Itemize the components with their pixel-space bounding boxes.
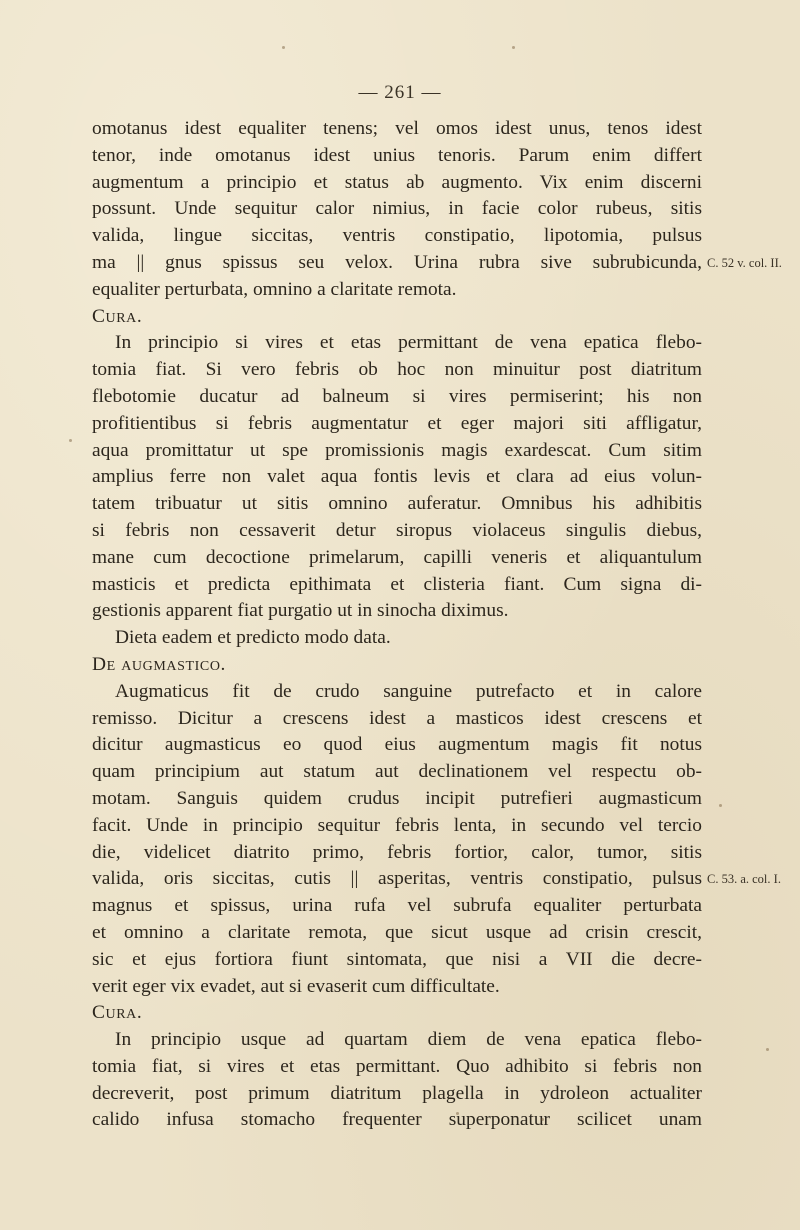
text-line: aqua promittatur ut spe promissionis magis exardescat. Cum sitim xyxy=(92,439,702,461)
text-line: gestionis apparent fiat purgatio ut in sinocha diximus. xyxy=(92,600,509,622)
text-line: remisso. Dicitur a crescens idest a masticos idest crescens et xyxy=(92,707,702,729)
text-block xyxy=(92,116,702,1134)
text-line: masticis et predicta epithimata et clisteria fiant. Cum signa di- xyxy=(92,573,702,595)
paper-speck xyxy=(766,1048,769,1051)
text-line: die, videlicet diatrito primo, febris fortior, calor, tumor, sitis xyxy=(92,841,702,863)
text-line: dicitur augmasticus eo quod eius augmentum magis fit notus xyxy=(92,734,702,756)
text-line: magnus et spissus, urina rufa vel subrufa equaliter perturbata xyxy=(92,895,702,917)
text-line: flebotomie ducatur ad balneum si vires permiserint; his non xyxy=(92,385,702,407)
text-line: valida, oris siccitas, cutis || asperitas, ventris constipatio, pulsus xyxy=(92,868,702,890)
paper-speck xyxy=(719,804,722,807)
text-line: tomia fiat, si vires et etas permittant. Quo adhibito si febris non xyxy=(92,1055,702,1077)
text-line: calido infusa stomacho frequenter superponatur scilicet unam xyxy=(92,1109,702,1131)
text-line: sic et ejus fortiora fiunt sintomata, que nisi a VII die decre- xyxy=(92,948,702,970)
text-line: In principio si vires et etas permittant de vena epatica flebo- xyxy=(115,332,702,354)
text-line: In principio usque ad quartam diem de vena epatica flebo- xyxy=(115,1029,702,1051)
section-heading: Cura. xyxy=(92,1002,143,1024)
text-line: quam principium aut statum aut declinationem vel respectu ob- xyxy=(92,761,702,783)
text-line: Augmaticus fit de crudo sanguine putrefacto et in calore xyxy=(115,680,702,702)
text-line: tenor, inde omotanus idest unius tenoris. Parum enim differt xyxy=(92,144,702,166)
text-line: motam. Sanguis quidem crudus incipit putrefieri augmasticum xyxy=(92,787,702,809)
page-number: — 261 — xyxy=(358,82,442,103)
section-heading: Cura. xyxy=(92,305,143,327)
text-line: profitientibus si febris augmentatur et eger majori siti affligatur, xyxy=(92,412,702,434)
paper-speck xyxy=(541,1118,544,1121)
paper-speck xyxy=(512,46,515,49)
margin-note: C. 53. a. col. I. xyxy=(707,872,781,887)
text-line: decreverit, post primum diatritum plagella in ydroleon actualiter xyxy=(92,1082,702,1104)
text-line: et omnino a claritate remota, que sicut usque ad crisin crescit, xyxy=(92,921,702,943)
text-line: Dieta eadem et predicto modo data. xyxy=(115,627,391,649)
text-line: amplius ferre non valet aqua fontis levis et clara ad eius volun- xyxy=(92,466,702,488)
text-line: valida, lingue siccitas, ventris constipatio, lipotomia, pulsus xyxy=(92,225,702,247)
paper-speck xyxy=(456,1112,459,1115)
paper-speck xyxy=(282,46,285,49)
text-line: tomia fiat. Si vero febris ob hoc non minuitur post diatritum xyxy=(92,359,702,381)
text-line: augmentum a principio et status ab augmento. Vix enim discerni xyxy=(92,171,702,193)
paper-speck xyxy=(69,439,72,442)
text-line: si febris non cessaverit detur siropus violaceus singulis diebus, xyxy=(92,519,702,541)
section-heading: De augmastico. xyxy=(92,653,226,675)
text-line: mane cum decoctione primelarum, capilli veneris et aliquantulum xyxy=(92,546,702,568)
text-line: ma || gnus spissus seu velox. Urina rubra sive subrubicunda, xyxy=(92,251,702,273)
text-line: facit. Unde in principio sequitur febris lenta, in secundo vel tercio xyxy=(92,814,702,836)
text-line: tatem tribuatur ut sitis omnino auferatur. Omnibus his adhibitis xyxy=(92,493,702,515)
text-line: possunt. Unde sequitur calor nimius, in facie color rubeus, sitis xyxy=(92,198,702,220)
text-line: equaliter perturbata, omnino a claritate remota. xyxy=(92,278,457,300)
margin-note: C. 52 v. col. II. xyxy=(707,256,782,270)
text-line: omotanus idest equaliter tenens; vel omos idest unus, tenos idest xyxy=(92,118,702,139)
text-line: verit eger vix evadet, aut si evaserit cum difficultate. xyxy=(92,975,500,997)
paper-speck xyxy=(377,1118,380,1121)
